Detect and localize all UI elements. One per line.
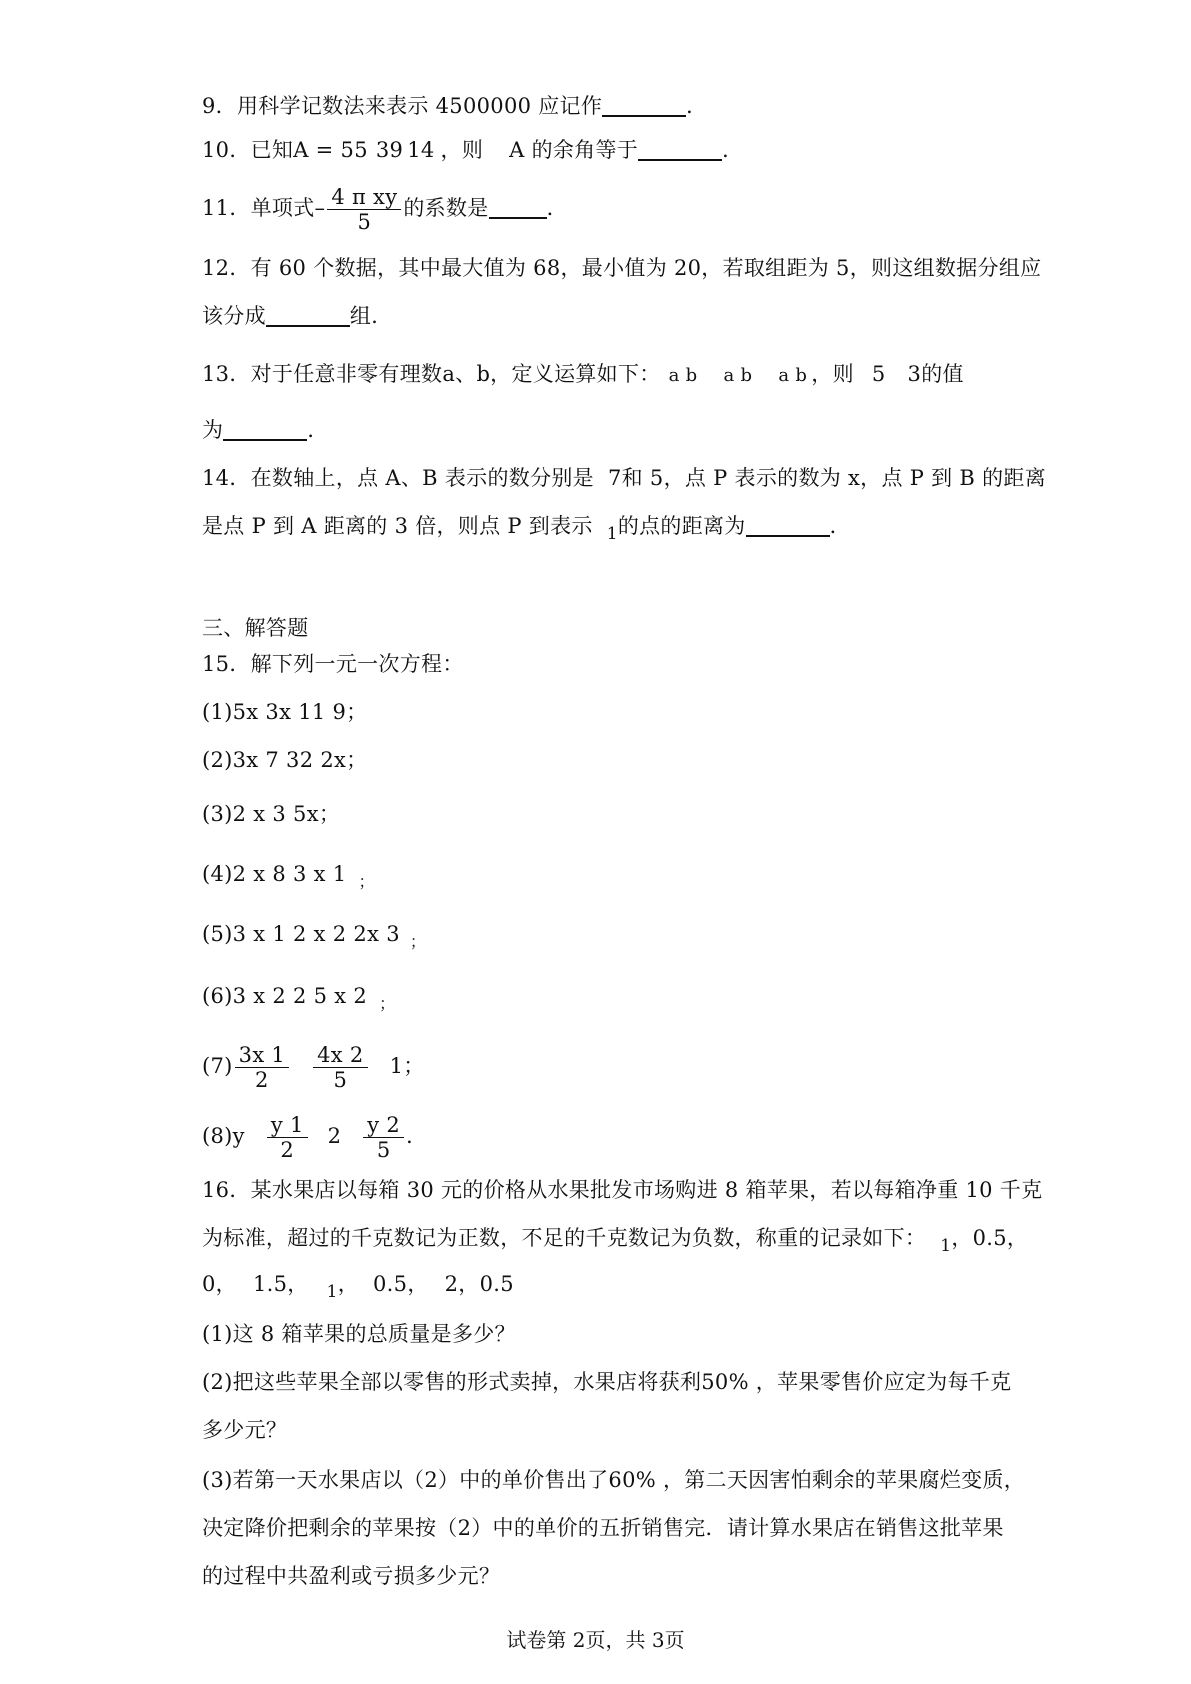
q12-end: 组． <box>349 304 393 328</box>
q13-val5: 5 <box>871 362 886 386</box>
q14-text-d: 的点的距离为 <box>617 514 746 538</box>
equation-6-body: (6)3 x 2 2 5 x 2 <box>202 984 368 1008</box>
q16-record-2: ，0.5， <box>951 1226 1029 1250</box>
q13-end: ． <box>307 418 329 442</box>
q10-then: ，则 <box>440 138 484 162</box>
q16-record-6: 0.5， <box>373 1272 429 1296</box>
q11-denominator: 5 <box>357 210 372 234</box>
q13-op2: a b <box>723 365 753 386</box>
question-15-title: 15．解下列一元一次方程： <box>202 652 464 676</box>
question-16-line2 <box>202 1224 1028 1260</box>
q16-record-5: 1 <box>326 1282 338 1302</box>
equation-8-fraction-1 <box>267 1113 308 1162</box>
question-10 <box>202 136 743 164</box>
q11-number: 11． <box>202 196 251 220</box>
q16-text: 为标准，超过的千克数记为正数，不足的千克数记为负数，称重的记录如下： <box>202 1226 927 1250</box>
question-11 <box>202 180 568 236</box>
question-9 <box>202 92 707 120</box>
equation-7-fraction-1 <box>235 1043 289 1092</box>
q10-end: ． <box>722 138 744 162</box>
equation-5-body: (5)3 x 1 2 x 2 2x 3 <box>202 922 400 946</box>
question-16-line3 <box>202 1270 514 1306</box>
q14-text-a: 14．在数轴上，点 A、B 表示的数分别是 <box>202 466 594 490</box>
equation-4 <box>202 860 375 896</box>
question-13-line1 <box>202 360 964 390</box>
question-14-line1 <box>202 464 1046 492</box>
q14-val1: 1 <box>606 524 618 544</box>
question-12-line2 <box>202 302 393 330</box>
equation-8-fraction-2 <box>363 1113 404 1162</box>
q12-text: 该分成 <box>202 304 266 328</box>
question-16-part-3-line1: (3)若第一天水果店以（2）中的单价售出了60% ，第二天因害怕剩余的苹果腐烂变质， <box>202 1468 1026 1492</box>
q13-answer-blank <box>223 417 307 441</box>
equation-7-f2-den: 5 <box>333 1068 348 1092</box>
equation-5 <box>202 920 426 956</box>
equation-2: (2)3x 7 32 2x； <box>202 748 368 772</box>
question-13-line2 <box>202 416 329 444</box>
q13-text: 13．对于任意非零有理数a、b，定义运算如下： <box>202 362 661 386</box>
equation-6 <box>202 982 395 1018</box>
equation-7-fraction-2 <box>313 1043 367 1092</box>
equation-4-body: (4)2 x 8 3 x 1 <box>202 862 347 886</box>
q10-text: A 的余角等于 <box>509 138 639 162</box>
q11-end: ． <box>546 196 568 220</box>
equation-8-f1-den: 2 <box>280 1138 295 1162</box>
q16-record-4: 1.5， <box>252 1272 309 1296</box>
q9-number: 9． <box>202 94 237 118</box>
q14-answer-blank <box>746 513 830 537</box>
q11-fraction <box>327 185 401 234</box>
q16-record-3: 0， <box>202 1272 237 1296</box>
q16-record-5-comma: ， <box>337 1272 360 1296</box>
question-16-part-2-line1: (2)把这些苹果全部以零售的形式卖掉，水果店将获利50% ，苹果零售价应定为每千克 <box>202 1370 1012 1394</box>
equation-8 <box>202 1106 427 1166</box>
question-16-part-3-line3: 的过程中共盈利或亏损多少元？ <box>202 1564 501 1588</box>
q9-end: ． <box>686 94 708 118</box>
q16-record-7-8: 2，0.5 <box>444 1272 514 1296</box>
q9-text: 用科学记数法来表示 4500000 应记作 <box>236 94 603 118</box>
equation-8-f2-den: 5 <box>376 1138 391 1162</box>
equation-7-f2-num: 4x 2 <box>313 1043 367 1068</box>
question-16-part-3-line2: 决定降价把剩余的苹果按（2）中的单价的五折销售完．请计算水果店在销售这批苹果 <box>202 1516 1004 1540</box>
equation-7 <box>202 1036 425 1096</box>
question-16-part-2-line2: 多少元？ <box>202 1418 288 1442</box>
q14-end: ． <box>829 514 851 538</box>
question-12-line1: 12．有 60 个数据，其中最大值为 68，最小值为 20，若取组距为 5，则这组数据分组应 <box>202 256 1042 280</box>
q13-wei: 为 <box>202 418 224 442</box>
equation-1: (1)5x 3x 11 9； <box>202 700 368 724</box>
equation-8-f1-num: y 1 <box>267 1113 308 1138</box>
q11-answer-blank <box>489 195 547 219</box>
q10-number: 10． <box>202 138 251 162</box>
equation-7-end: 1； <box>389 1054 425 1078</box>
question-14-line2 <box>202 512 851 548</box>
q10-answer-blank <box>638 137 722 161</box>
equation-6-end: ； <box>379 994 396 1013</box>
q10-angle-min: 39 <box>375 138 404 162</box>
q13-val3: 3的值 <box>907 362 964 386</box>
question-16-line1: 16．某水果店以每箱 30 元的价格从水果批发市场购进 8 箱苹果，若以每箱净重 10 千克 <box>202 1178 1043 1202</box>
q14-text-c: 是点 P 到 A 距离的 3 倍，则点 P 到表示 <box>202 514 593 538</box>
q10-angle-sec: 14 <box>407 138 435 162</box>
equation-5-end: ； <box>409 932 427 951</box>
q13-op3: a b <box>778 365 808 386</box>
equation-7-f1-num: 3x 1 <box>235 1043 289 1068</box>
q9-answer-blank <box>602 93 686 117</box>
q12-answer-blank <box>266 303 350 327</box>
q10-angle-deg: 已知A = 55 <box>250 138 368 162</box>
q16-record-1: 1 <box>940 1236 952 1256</box>
q14-text-b: 7和 5，点 P 表示的数为 x，点 P 到 B 的距离 <box>607 466 1047 490</box>
q13-op1: a b <box>668 365 698 386</box>
q11-sign: – <box>314 196 326 220</box>
section-3-title: 三、解答题 <box>202 616 309 640</box>
equation-8-f2-num: y 2 <box>363 1113 404 1138</box>
equation-7-f1-den: 2 <box>255 1068 269 1092</box>
q11-numerator: 4 π xy <box>327 185 401 210</box>
q11-post: 的系数是 <box>403 196 489 220</box>
equation-8-end: ． <box>406 1124 428 1148</box>
equation-7-label: (7) <box>202 1054 233 1078</box>
equation-3: (3)2 x 3 5x； <box>202 802 341 826</box>
q13-then: ，则 <box>811 362 854 386</box>
question-16-part-1: (1)这 8 箱苹果的总质量是多少？ <box>202 1322 516 1346</box>
page-footer: 试卷第 2页，共 3页 <box>506 1628 685 1652</box>
equation-8-label: (8)y <box>202 1124 245 1148</box>
equation-8-mid: 2 <box>327 1124 342 1148</box>
q11-pre: 单项式 <box>250 196 315 220</box>
equation-4-end: ； <box>358 872 375 891</box>
